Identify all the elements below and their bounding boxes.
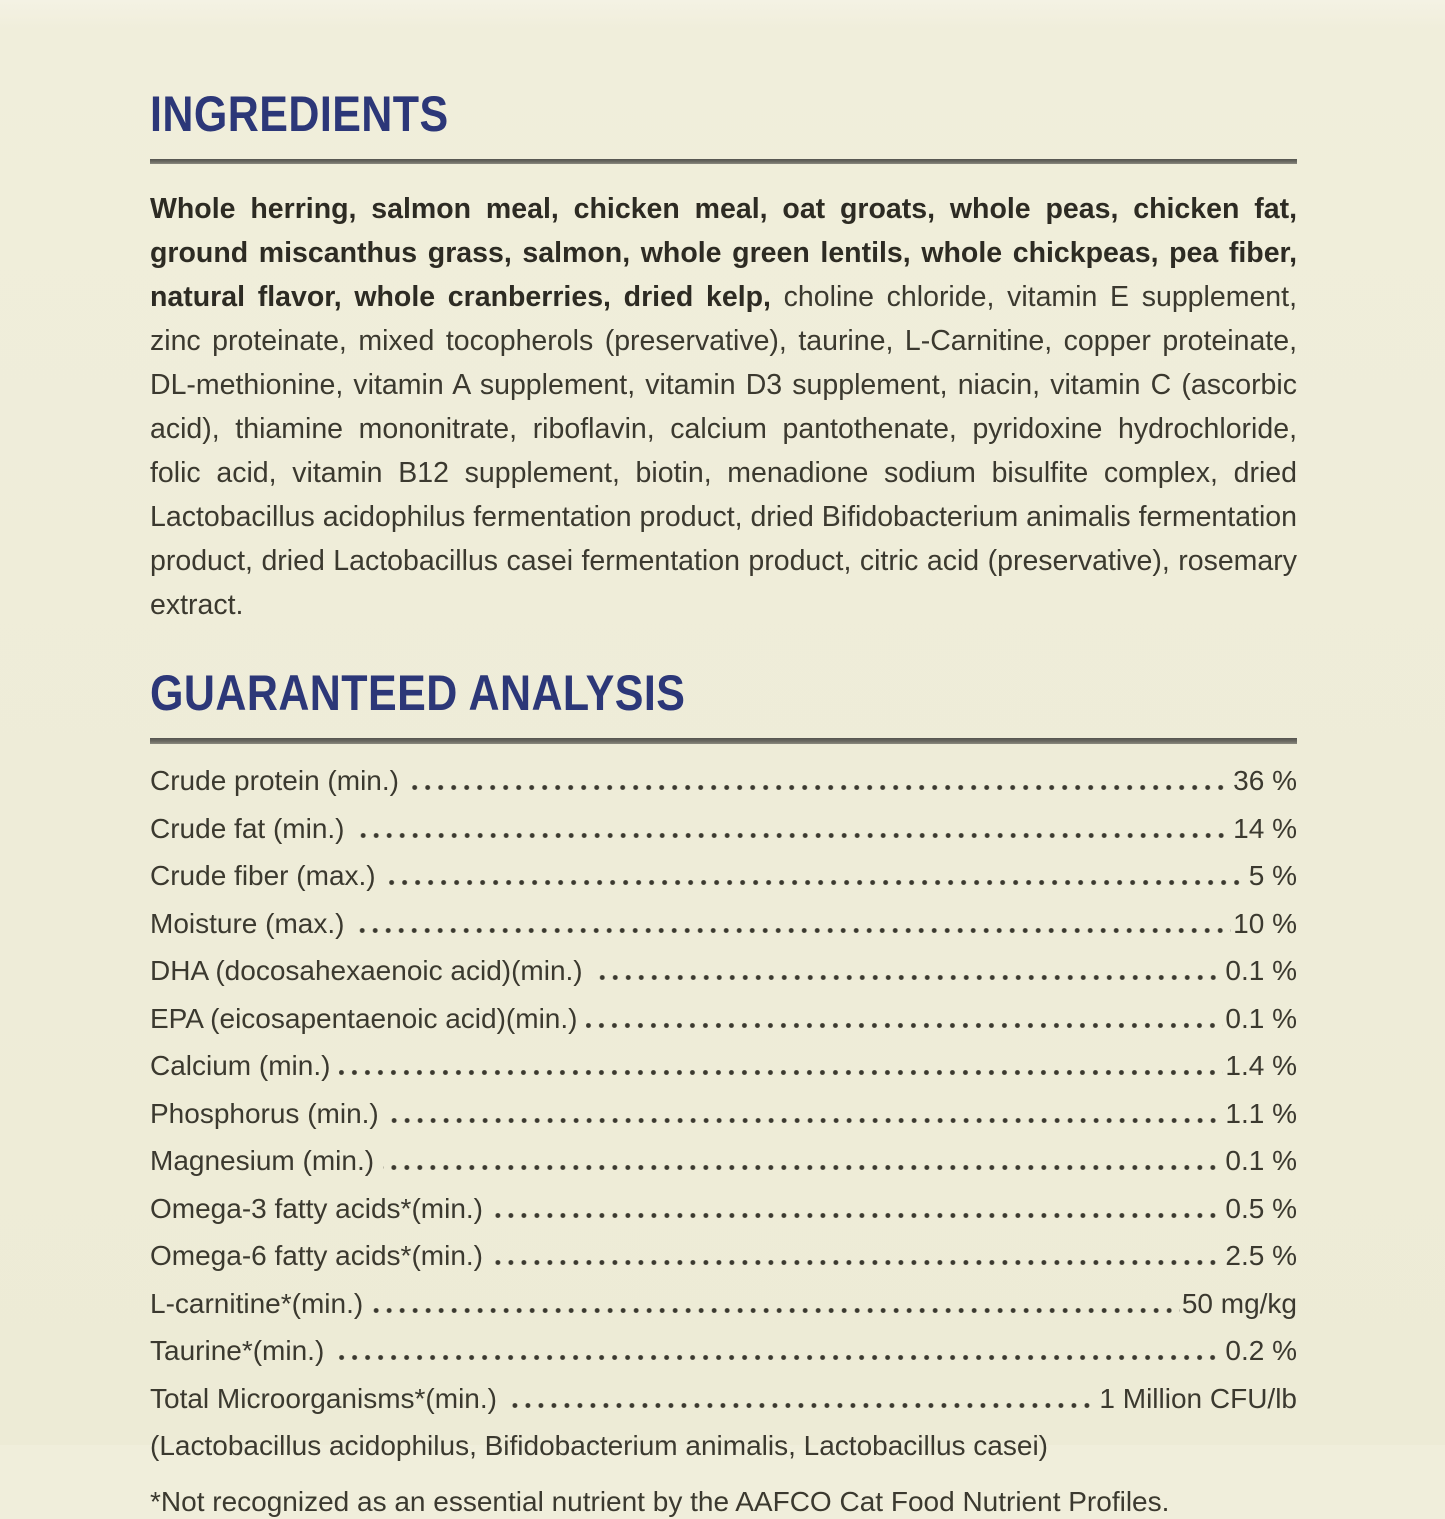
analysis-row-value: 14 % (1233, 812, 1297, 844)
analysis-divider (150, 738, 1297, 744)
analysis-row-label: EPA (eicosapentaenoic acid)(min.) (150, 1002, 578, 1034)
analysis-row-label: L-carnitine*(min.) (150, 1287, 364, 1319)
dot-leader (408, 785, 1231, 790)
analysis-row (150, 954, 1297, 988)
ingredients-divider (150, 159, 1297, 164)
analysis-row-value: 36 % (1233, 765, 1297, 796)
dot-leader (333, 1355, 1223, 1360)
analysis-row (150, 1192, 1297, 1226)
dot-leader (492, 1260, 1223, 1265)
dot-leader (354, 833, 1232, 838)
analysis-row (150, 1049, 1297, 1083)
microorganisms-detail-note: (Lactobacillus acidophilus, Bifidobacterium animalis, Lactobacillus casei) (150, 1430, 1048, 1461)
analysis-row-value: 5 % (1248, 860, 1297, 891)
analysis-row-label: DHA (docosahexaenoic acid)(min.) (150, 955, 583, 986)
analysis-row-label: Crude fiber (max.) (150, 860, 376, 891)
analysis-row (150, 812, 1297, 846)
dot-leader (339, 1070, 1223, 1075)
analysis-row-value: 0.1 % (1225, 1002, 1297, 1034)
analysis-row-label: Phosphorus (min.) (150, 1097, 379, 1129)
analysis-row-value: 0.1 % (1225, 1145, 1297, 1176)
dot-leader (385, 880, 1247, 885)
guaranteed-analysis-table (150, 764, 1297, 1416)
analysis-row (150, 1144, 1297, 1178)
analysis-row-label: Magnesium (min.) (150, 1145, 375, 1176)
analysis-row-value: 1.1 % (1225, 1097, 1297, 1129)
analysis-row-value: 0.2 % (1225, 1335, 1297, 1366)
guaranteed-analysis-section (150, 667, 1297, 1519)
analysis-row-value: 2.5 % (1225, 1240, 1297, 1271)
dot-leader (372, 1308, 1180, 1313)
analysis-row-label: Taurine*(min.) (150, 1335, 325, 1366)
analysis-row-label: Moisture (max.) (150, 907, 345, 939)
analysis-row (150, 907, 1297, 941)
dot-leader (586, 1023, 1223, 1028)
analysis-row-label: Omega-6 fatty acids*(min.) (150, 1240, 483, 1271)
analysis-row (150, 1239, 1297, 1273)
aafco-footnote: *Not recognized as an essential nutrient by the AAFCO Cat Food Nutrient Profiles. (150, 1486, 1170, 1517)
analysis-row (150, 1382, 1297, 1416)
analysis-row (150, 1287, 1297, 1321)
ingredients-section (150, 88, 1297, 627)
analysis-row-label: Crude protein (min.) (150, 765, 399, 796)
ingredients-supplement-list: choline chloride, vitamin E supplement, zinc proteinate, mixed tocopherols (preservative), taurine, L-Carnitine, copper proteinate, DL-methionine, vitamin A supplement, vitamin D3 supplement, niacin, vitamin C (ascorbic acid), thiamine mononitrate, riboflavin, calcium pantothenate, pyridoxine hydrochloride, folic acid, vitamin B12 supplement, biotin, menadione sodium bisulfite complex, dried Lactobacillus acidophilus fermentation product, dried Bifidobacterium animalis fermentation product, dried Lactobacillus casei fermentation product, citric acid (preservative), rosemary extract. (150, 281, 1297, 621)
dot-leader (388, 1118, 1224, 1123)
analysis-row-value: 1.4 % (1225, 1050, 1297, 1081)
dot-leader (353, 928, 1231, 933)
ingredients-title: INGREDIENTS (150, 86, 449, 142)
analysis-row-value: 10 % (1233, 907, 1297, 939)
ingredients-main-list: Whole herring, salmon meal, chicken meal, oat groats, whole peas, chicken fat, ground miscanthus grass, salmon, whole green lentils, whole chickpeas, pea fiber, natural flavor, whole cranberries, dried kelp, (150, 193, 1297, 313)
analysis-row-label: Crude fat (min.) (150, 812, 345, 844)
dot-leader (592, 975, 1224, 980)
analysis-row (150, 764, 1297, 798)
analysis-row-value: 50 mg/kg (1181, 1287, 1297, 1319)
guaranteed-analysis-title: GUARANTEED ANALYSIS (150, 665, 686, 721)
ingredients-text (150, 187, 1297, 627)
dot-leader (383, 1165, 1223, 1170)
analysis-row-value: 0.5 % (1225, 1192, 1297, 1224)
analysis-row (150, 1334, 1297, 1368)
analysis-row-label: Calcium (min.) (150, 1050, 331, 1081)
analysis-row-label: Total Microorganisms*(min.) (150, 1382, 497, 1414)
analysis-row-value: 0.1 % (1225, 955, 1297, 986)
analysis-row-value: 1 Million CFU/lb (1099, 1382, 1297, 1414)
analysis-row-label: Omega-3 fatty acids*(min.) (150, 1192, 483, 1224)
dot-leader (492, 1213, 1223, 1218)
analysis-row (150, 859, 1297, 893)
analysis-row (150, 1002, 1297, 1036)
dot-leader (506, 1403, 1097, 1408)
analysis-row (150, 1097, 1297, 1131)
